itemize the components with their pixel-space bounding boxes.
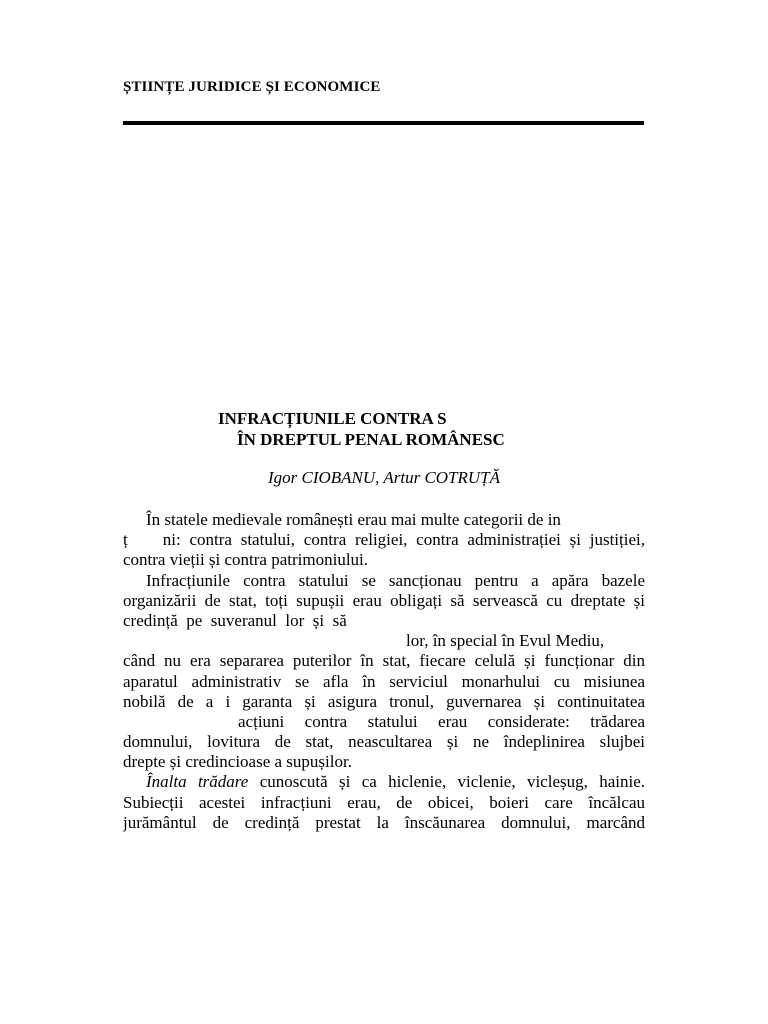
body-line: Subiecții acestei infracțiuni erau, de obicei, boieri care încălcau (123, 792, 645, 812)
body-line: acțiuni contra statului erau considerate: trădarea (238, 711, 645, 731)
journal-section-header: ȘTIINȚE JURIDICE ȘI ECONOMICE (123, 79, 381, 95)
body-line: organizării de stat, toți supușii erau obligați să servească cu dreptate și (123, 590, 645, 610)
body-line-rest: cunoscută și ca hiclenie, viclenie, vicleșug, hainie. (259, 772, 645, 792)
article-body (123, 510, 645, 833)
article-title-line-2: ÎN DREPTUL PENAL ROMÂNESC (237, 430, 505, 449)
body-line: când nu era separarea puterilor în stat, fiecare celulă și funcționar din (123, 651, 645, 671)
body-line: În statele medievale românești erau mai multe categorii de in (146, 510, 561, 529)
body-line: nobilă de a i garanta și asigura tronul, guvernarea și continuitatea (123, 691, 645, 711)
article-title-line-1: INFRACȚIUNILE CONTRA S (218, 409, 447, 428)
italic-term: Înalta trădare (146, 772, 249, 792)
body-line: credință pe suveranul lor și să (123, 610, 347, 630)
header-divider (123, 121, 644, 125)
body-line: lor, în special în Evul Mediu, (406, 631, 605, 651)
body-line (123, 772, 645, 792)
body-line: Infracțiunile contra statului se sancționau pentru a apăra bazele (146, 570, 645, 590)
body-line: domnului, lovitura de stat, neascultarea și ne îndeplinirea slujbei (123, 732, 645, 752)
article-authors: Igor CIOBANU, Artur COTRUȚĂ (267, 468, 501, 487)
body-line: contra vieții și contra patrimoniului. (123, 550, 369, 570)
body-line: ț ni: contra statului, contra religiei, contra administrației și justiției, (123, 530, 645, 550)
body-line: aparatul administrativ se afla în serviciul monarhului cu misiunea (123, 671, 645, 691)
body-line: jurământul de credință prestat la înscăunarea domnului, marcând (123, 812, 645, 832)
body-line: drepte și credincioase a supușilor. (123, 752, 352, 772)
